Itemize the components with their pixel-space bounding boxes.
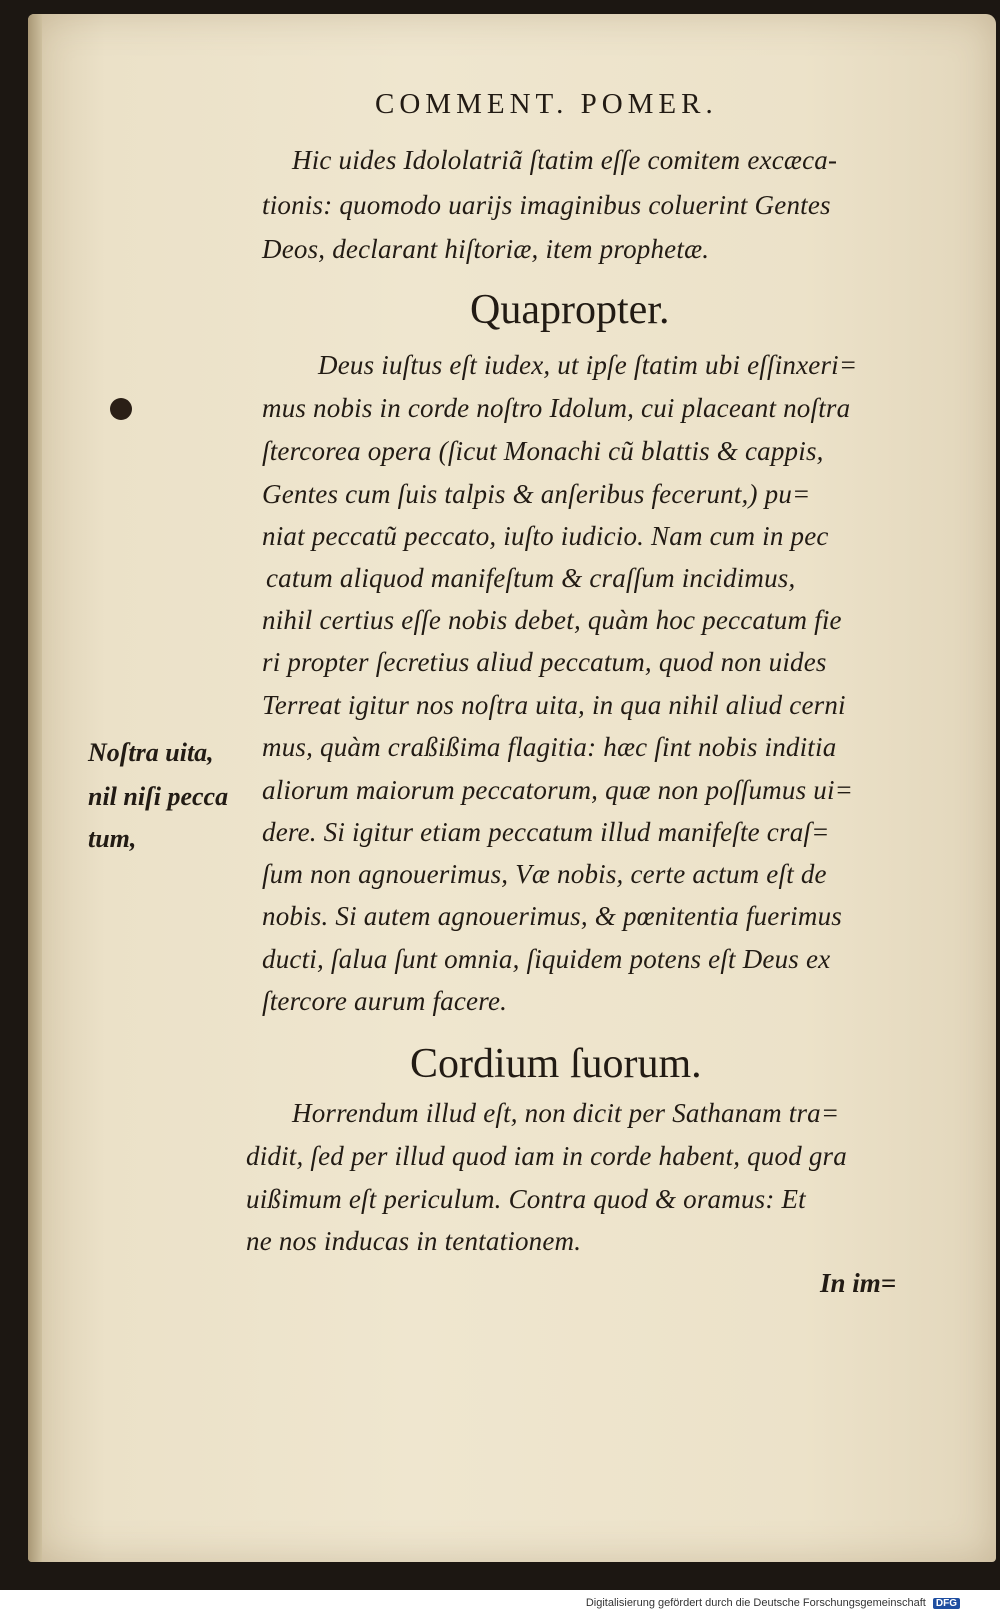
text-line: aliorum maiorum peccatorum, quæ non poſſumus ui= — [262, 775, 854, 805]
dfg-logo: DFG — [933, 1598, 960, 1609]
ink-blot — [110, 398, 132, 420]
text-line: Deus iuſtus eſt iudex, ut ipſe ſtatim ubi eſſinxeri= — [318, 350, 858, 380]
footer-credit — [586, 1597, 960, 1609]
text-line: ducti, ſalua ſunt omnia, ſiquidem potens eſt Deus ex — [262, 944, 831, 974]
text-line: didit, ſed per illud quod iam in corde habent, quod gra — [246, 1141, 847, 1171]
text-line: mus nobis in corde noſtro Idolum, cui placeant noſtra — [262, 393, 851, 423]
text-line: ſtercorea opera (ſicut Monachi cũ blattis & cappis, — [262, 436, 824, 466]
running-header: COMMENT. POMER. — [375, 88, 718, 120]
text-line: niat peccatũ peccato, iuſto iudicio. Nam cum in pec — [262, 521, 829, 551]
text-line: uißimum eſt periculum. Contra quod & oramus: Et — [246, 1184, 806, 1214]
text-line: nihil certius eſſe nobis debet, quàm hoc peccatum fie — [262, 605, 842, 635]
text-line: ri propter ſecretius aliud peccatum, quod non uides — [262, 647, 827, 677]
text-line: dere. Si igitur etiam peccatum illud manifeſte craſ= — [262, 817, 830, 847]
section-heading: Cordium ſuorum. — [410, 1041, 702, 1087]
marginal-note-line: tum, — [88, 824, 137, 853]
text-line: Hic uides Idololatriã ſtatim eſſe comitem excæca- — [292, 145, 838, 175]
section-heading: Quapropter. — [470, 287, 670, 333]
text-line: ſum non agnouerimus, Væ nobis, certe actum eſt de — [262, 859, 827, 889]
text-line: Gentes cum ſuis talpis & anſeribus fecerunt,) pu= — [262, 479, 811, 509]
marginal-note-line: Noſtra uita, — [88, 738, 214, 767]
catchword: In im= — [820, 1268, 897, 1298]
text-line: mus, quàm craßißima flagitia: hæc ſint nobis inditia — [262, 732, 837, 762]
text-line: tionis: quomodo uarijs imaginibus coluerint Gentes — [262, 190, 831, 220]
page-edge — [28, 14, 42, 1562]
text-line: Terreat igitur nos noſtra uita, in qua nihil aliud cerni — [262, 690, 846, 720]
text-line: Horrendum illud eſt, non dicit per Sathanam tra= — [292, 1098, 840, 1128]
footer-credit-text: Digitalisierung gefördert durch die Deutsche Forschungsgemeinschaft — [585, 1597, 926, 1609]
text-line: nobis. Si autem agnouerimus, & pœnitentia fuerimus — [262, 901, 842, 931]
text-line: ſtercore aurum facere. — [262, 986, 508, 1016]
text-line: catum aliquod manifeſtum & craſſum incidimus, — [266, 563, 796, 593]
text-line: Deos, declarant hiſtoriæ, item prophetæ. — [262, 234, 710, 264]
text-line: ne nos inducas in tentationem. — [246, 1226, 582, 1256]
marginal-note-line: nil niſi pecca — [88, 782, 229, 811]
